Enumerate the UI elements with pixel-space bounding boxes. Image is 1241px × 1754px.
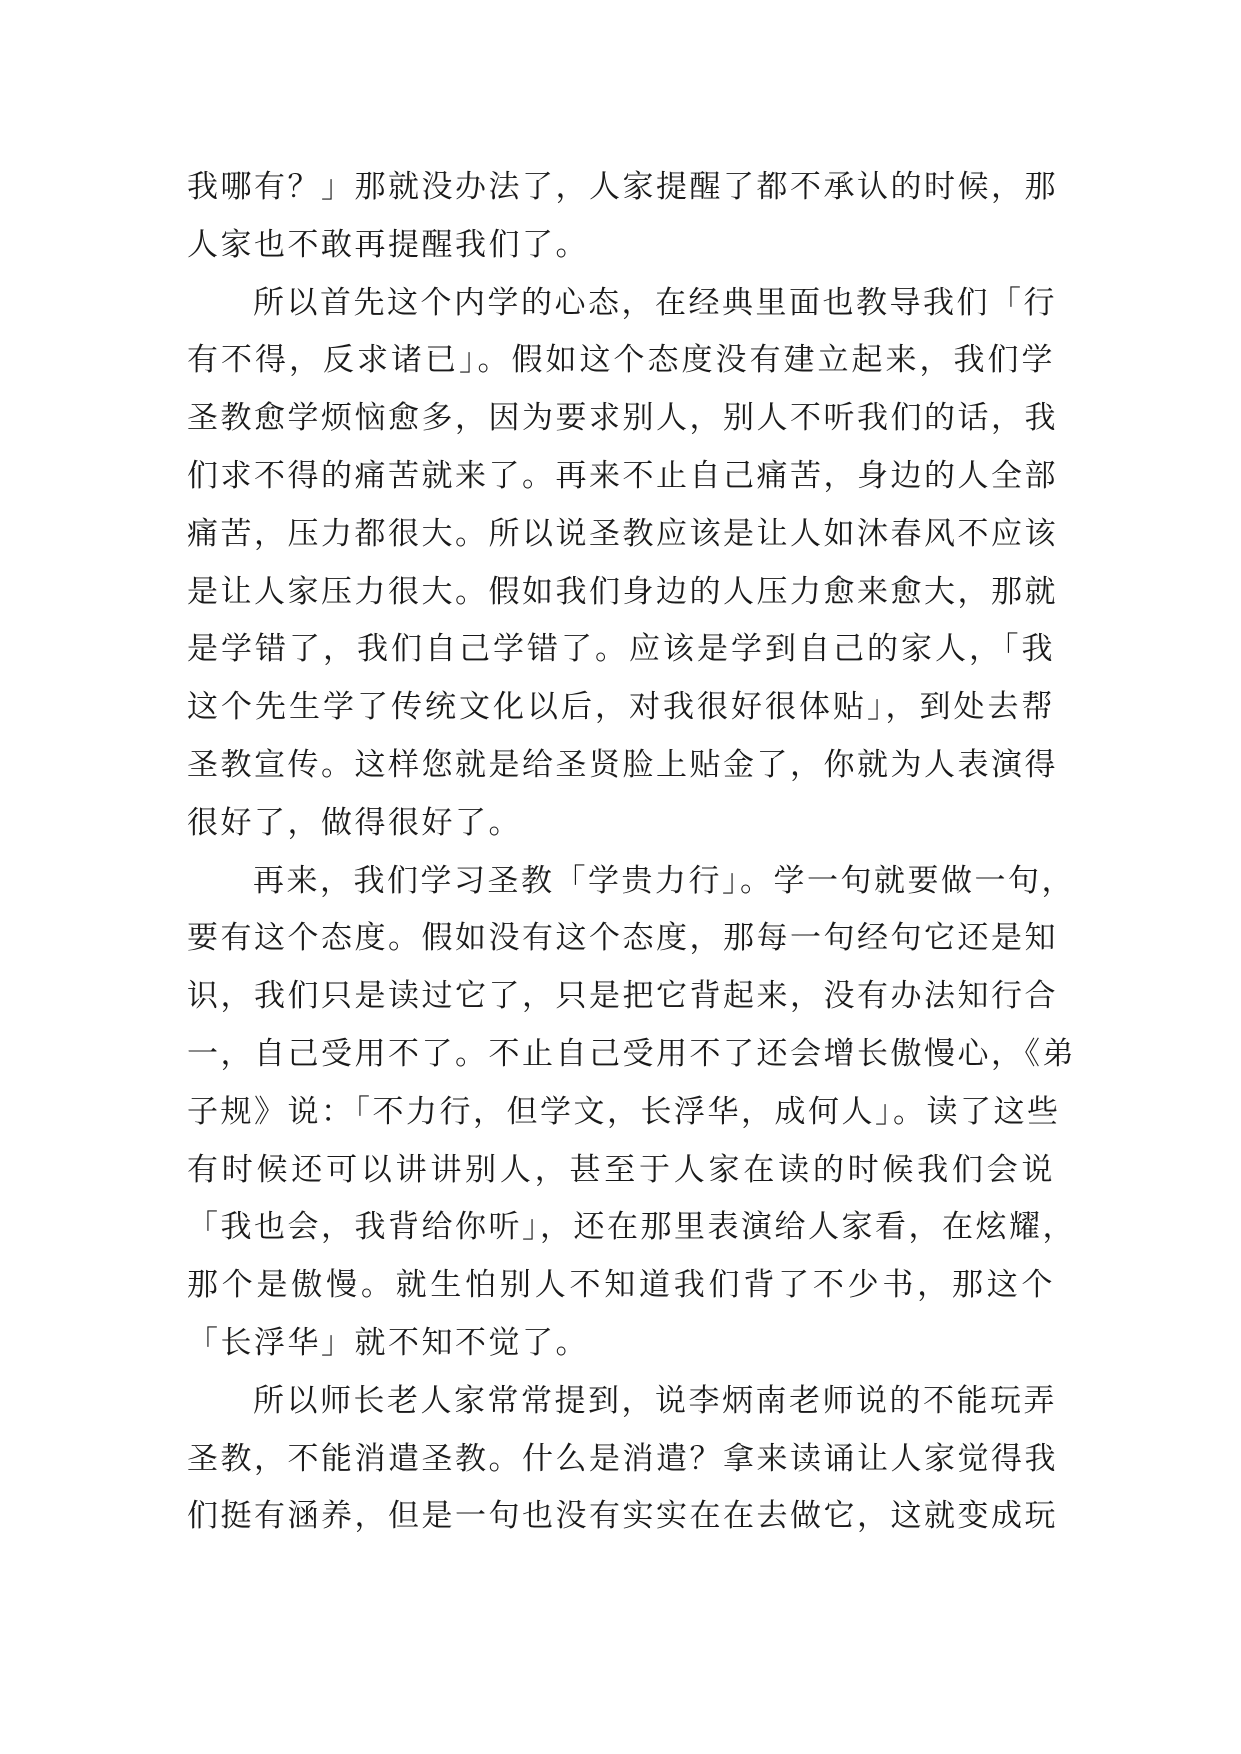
- text-line: 识，我们只是读过它了，只是把它背起来，没有办法知行合: [187, 978, 1058, 1015]
- text-line: 一，自己受用不了。不止自己受用不了还会增长傲慢心，《弟: [187, 1035, 1076, 1072]
- text-line: 这个先生学了传统文化以后，对我很好很体贴」，到处去帮: [187, 689, 1055, 726]
- text-line: 「我也会，我背给你听」，还在那里表演给人家看，在炫耀，: [187, 1209, 1076, 1246]
- text-line: 要有这个态度。假如没有这个态度，那每一句经句它还是知: [187, 920, 1058, 957]
- text-line: 那个是傲慢。就生怕别人不知道我们背了不少书，那这个: [187, 1267, 1055, 1304]
- text-line: 很好了，做得很好了。: [187, 804, 522, 841]
- text-line: 们求不得的痛苦就来了。再来不止自己痛苦，身边的人全部: [187, 457, 1058, 494]
- text-line: 们挺有涵养，但是一句也没有实实在在去做它，这就变成玩: [187, 1498, 1058, 1535]
- paragraph-first-line: 所以师长老人家常常提到，说李炳南老师说的不能玩弄: [253, 1382, 1057, 1419]
- text-line: 有时候还可以讲讲别人，甚至于人家在读的时候我们会说: [187, 1151, 1055, 1188]
- text-line: 是让人家压力很大。假如我们身边的人压力愈来愈大，那就: [187, 573, 1058, 610]
- text-line: 子规》说：「不力行，但学文，长浮华，成何人」。读了这些: [187, 1093, 1061, 1130]
- text-line: 圣教，不能消遣圣教。什么是消遣？拿来读诵让人家觉得我: [187, 1440, 1058, 1477]
- text-line: 「长浮华」就不知不觉了。: [187, 1324, 589, 1361]
- paragraph-first-line: 所以首先这个内学的心态，在经典里面也教导我们「行: [253, 284, 1057, 321]
- text-line: 圣教宣传。这样您就是给圣贤脸上贴金了，你就为人表演得: [187, 746, 1058, 783]
- body-text: [187, 159, 1076, 1546]
- text-line: 我哪有？」那就没办法了，人家提醒了都不承认的时候，那: [187, 169, 1058, 205]
- text-line: 痛苦，压力都很大。所以说圣教应该是让人如沐春风不应该: [187, 515, 1058, 552]
- paragraph-first-line: 再来，我们学习圣教「学贵力行」。学一句就要做一句，: [253, 862, 1075, 899]
- text-line: 是学错了，我们自己学错了。应该是学到自己的家人，「我: [187, 631, 1055, 668]
- text-line: 有不得，反求诸已」。假如这个态度没有建立起来，我们学: [187, 342, 1055, 379]
- text-line: 人家也不敢再提醒我们了。: [187, 226, 589, 263]
- text-line: 圣教愈学烦恼愈多，因为要求别人，别人不听我们的话，我: [187, 400, 1058, 437]
